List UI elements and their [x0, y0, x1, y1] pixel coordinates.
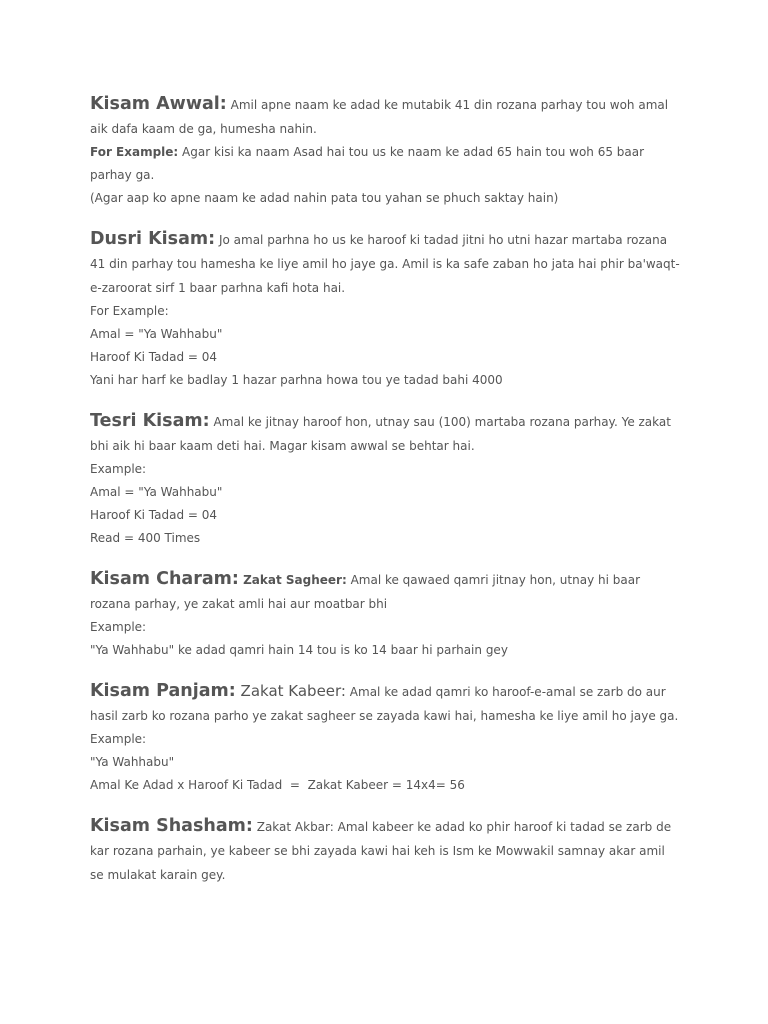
section-kisam-shasham — [90, 814, 680, 887]
detail-line: Haroof Ki Tadad = 04 — [90, 350, 218, 364]
document-body — [90, 92, 680, 904]
section-heading: Kisam Panjam: — [90, 681, 236, 701]
intro-text: Jo amal parhna ho us ke haroof ki tadad jitni ho utni hazar martaba rozana 41 din parhay tou hamesha ke liye amil ho jaye ga. Amil is ka safe zaban ho jata hai phir ba'waqt-e-zaroorat sirf 1 baar parhna kafi hota hai. — [90, 233, 680, 295]
example-line — [90, 141, 680, 187]
section-heading: Kisam Shasham: — [90, 816, 253, 836]
section-tesri-kisam — [90, 409, 680, 550]
detail-line: Amal = "Ya Wahhabu" — [90, 327, 223, 341]
intro-text: Zakat Akbar: Amal kabeer ke adad ko phir haroof ki tadad se zarb de kar rozana parhain, ye kabeer se bhi zayada kawi hai keh is Ism ke Mowwakil samnay akar amil se mulakat karain gey. — [90, 820, 672, 882]
detail-line: "Ya Wahhabu" ke adad qamri hain 14 tou is ko 14 baar hi parhain gey — [90, 643, 508, 657]
detail-line: Yani har harf ke badlay 1 hazar parhna howa tou ye tadad bahi 4000 — [90, 373, 503, 387]
section-intro — [90, 567, 680, 616]
section-subheading: Zakat Kabeer: — [235, 682, 346, 700]
section-heading: Kisam Awwal: — [90, 94, 227, 114]
detail-line: Example: — [90, 462, 147, 476]
intro-text: Amal ke adad qamri ko haroof-e-amal se zarb do aur hasil zarb ko rozana parho ye zakat sagheer se zayada kawi hai, hamesha ke liye amil ho jaye ga. — [90, 685, 679, 723]
section-intro — [90, 227, 680, 300]
detail-line: For Example: — [90, 304, 169, 318]
intro-text: Amal ke jitnay haroof hon, utnay sau (100) martaba rozana parhay. Ye zakat bhi aik hi baar kaam deti hai. Magar kisam awwal se behtar hai. — [90, 415, 671, 453]
section-kisam-awwal — [90, 92, 680, 210]
section-kisam-charam — [90, 567, 680, 662]
note-line: (Agar aap ko apne naam ke adad nahin pata tou yahan se phuch saktay hain) — [90, 191, 559, 205]
intro-text: Amil apne naam ke adad ke mutabik 41 din rozana parhay tou woh amal aik dafa kaam de ga, humesha nahin. — [90, 98, 669, 136]
section-kisam-panjam — [90, 679, 680, 797]
detail-line: Amal Ke Adad x Haroof Ki Tadad = Zakat Kabeer = 14x4= 56 — [90, 778, 465, 792]
section-dusri-kisam — [90, 227, 680, 392]
detail-line: Example: — [90, 620, 147, 634]
section-heading: Kisam Charam: — [90, 569, 239, 589]
intro-text: Amal ke qawaed qamri jitnay hon, utnay hi baar rozana parhay, ye zakat amli hai aur moatbar bhi — [90, 573, 641, 611]
detail-line: Haroof Ki Tadad = 04 — [90, 508, 218, 522]
section-heading: Dusri Kisam: — [90, 229, 216, 249]
section-intro — [90, 409, 680, 458]
section-intro — [90, 92, 680, 141]
example-text: Agar kisi ka naam Asad hai tou us ke naam ke adad 65 hain tou woh 65 baar parhay ga. — [90, 145, 648, 182]
section-subheading: Zakat Sagheer: — [238, 573, 347, 587]
section-intro — [90, 679, 680, 728]
detail-line: Example: — [90, 732, 147, 746]
section-heading: Tesri Kisam: — [90, 411, 210, 431]
detail-line: Amal = "Ya Wahhabu" — [90, 485, 223, 499]
detail-line: "Ya Wahhabu" — [90, 755, 175, 769]
example-label: For Example: — [90, 145, 179, 159]
detail-line: Read = 400 Times — [90, 531, 201, 545]
section-intro — [90, 814, 680, 887]
